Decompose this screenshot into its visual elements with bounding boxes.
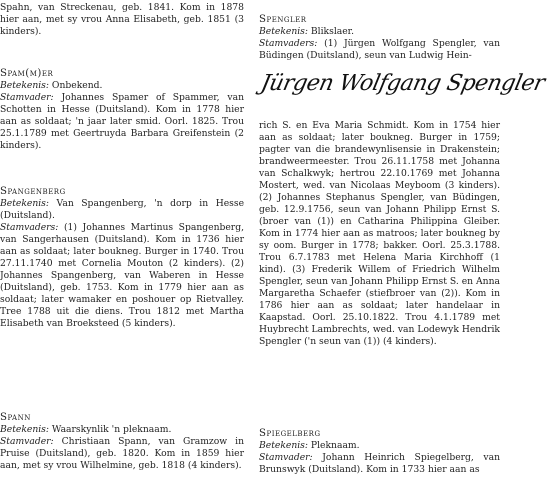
entry-spengler [259,14,500,62]
entry-spann [0,412,244,472]
stamvaders-text: (1) Johannes Martinus Spangenberg, van Sangerhausen (Duitsland). Kom in 1736 hier aan as soldaat; later boukneg. Burger in 1740. Trou 27.11.1740 met Cornelia Mouton (2 kinders). (2) Johannes Spangenberg, van Waberen in Hesse (Duitsland), geb. 1753. Kom in 1779 hier aan as soldaat; later wamaker en poshouer op Rietvalley. Tree 1788 uit die diens. Trou 1812 met Martha Elisabeth van Broeksteed (5 kinders). [0,222,244,329]
betekenis-label: Betekenis: [0,80,49,91]
betekenis-line [0,424,244,436]
betekenis-line [259,26,500,38]
stamvader-paragraph [259,452,500,476]
stamvader-text: Christiaan Spann, van Gramzow in Pruise (Duitsland), geb. 1820. Kom in 1859 hier aan, met sy vrou Wilhelmine, geb. 1818 (4 kinders). [0,436,244,471]
entry-spangenberg [0,186,244,330]
entry-spengler-continued [259,120,500,348]
entry-heading: Spangenberg [0,186,66,197]
stamvader-label: Stamvader: [259,452,313,463]
betekenis-label: Betekenis: [259,440,308,451]
entry-heading: Spann [0,412,31,423]
entry-heading: Spengler [259,14,307,25]
stamvaders-label: Stamvaders: [0,222,59,233]
betekenis-label: Betekenis: [0,424,49,435]
betekenis-label: Betekenis: [0,198,49,209]
betekenis-line [0,198,244,222]
entry-spammer [0,68,244,152]
entry-heading: Spam(m)er [0,68,54,79]
stamvaders-rest-text: rich S. en Eva Maria Schmidt. Kom in 1754 hier aan as soldaat; later boukneg. Burger in 1759; pagter van die brandewynlisensie in Drakenstein; brandweermeester. Trou 26.11.1758 met Johanna van Schalkwyk; hertrou 22.10.1769 met Johanna Mostert, wed. van Nicolaas Meyboom (3 kinders). (2) Johannes Stephanus Spengler, van Büdingen, geb. 12.9.1756, seun van Johann Philipp Ernst S. (broer van (1)) en Catharina Philippina Gleiber. Kom in 1774 hier aan as matroos; later boukneg by sy oom. Burger in 1778; bakker. Oorl. 25.3.1788. Trou 6.7.1783 met Helena Maria Kirchhoff (1 kind). (3) Frederik Willem of Friedrich Wilhelm Spengler, seun van Johann Philipp Ernst S. en Anna Margaretha Schaefer (stiefbroer van (2)). Kom in 1786 hier aan as soldaat; later handelaar in Kaapstad. Oorl. 25.10.1822. Trou 4.1.1789 met Huybrecht Lambrechts, wed. van Lodewyk Hendrik Spengler ('n seun van (1)) (4 kinders). [259,120,500,347]
continuation-text: Spahn, van Streckenau, geb. 1841. Kom in 1878 hier aan, met sy vrou Anna Elisabeth, geb. 1851 (3 kinders). [0,2,244,37]
stamvaders-paragraph [0,222,244,330]
stamvaders-label: Stamvaders: [259,38,318,49]
betekenis-label: Betekenis: [259,26,308,37]
stamvader-paragraph [0,92,244,152]
betekenis-text: Blikslaer. [310,26,354,37]
stamvader-text: Johannes Spamer of Spammer, van Schotten in Hesse (Duitsland). Kom in 1778 hier aan as soldaat; 'n jaar later smid. Oorl. 1825. Trou 25.1.1789 met Geertruyda Barbara Greifenstein (2 kinders). [0,92,244,151]
betekenis-text: Onbekend. [51,80,103,91]
stamvader-label: Stamvader: [0,436,54,447]
stamvaders-paragraph [259,38,500,62]
stamvader-text: Johann Heinrich Spiegelberg, van Brunswyk (Duitsland). Kom in 1733 hier aan as [259,452,500,475]
betekenis-line [259,440,500,452]
handwritten-signature: Jürgen Wolfgang Spengler [258,71,547,96]
stamvaders-intro-text: (1) Jürgen Wolfgang Spengler, van Büdingen (Duitsland), seun van Ludwig Hein- [259,38,500,61]
betekenis-text: Pleknaam. [310,440,360,451]
stamvader-paragraph [0,436,244,472]
betekenis-text: Waarskynlik 'n pleknaam. [51,424,172,435]
betekenis-text: Van Spangenberg, 'n dorp in Hesse (Duitsland). [0,198,245,221]
continuation-entry [0,2,244,38]
entry-heading: Spiegelberg [259,428,321,439]
betekenis-line [0,80,244,92]
entry-spiegelberg [259,428,500,476]
stamvader-label: Stamvader: [0,92,54,103]
